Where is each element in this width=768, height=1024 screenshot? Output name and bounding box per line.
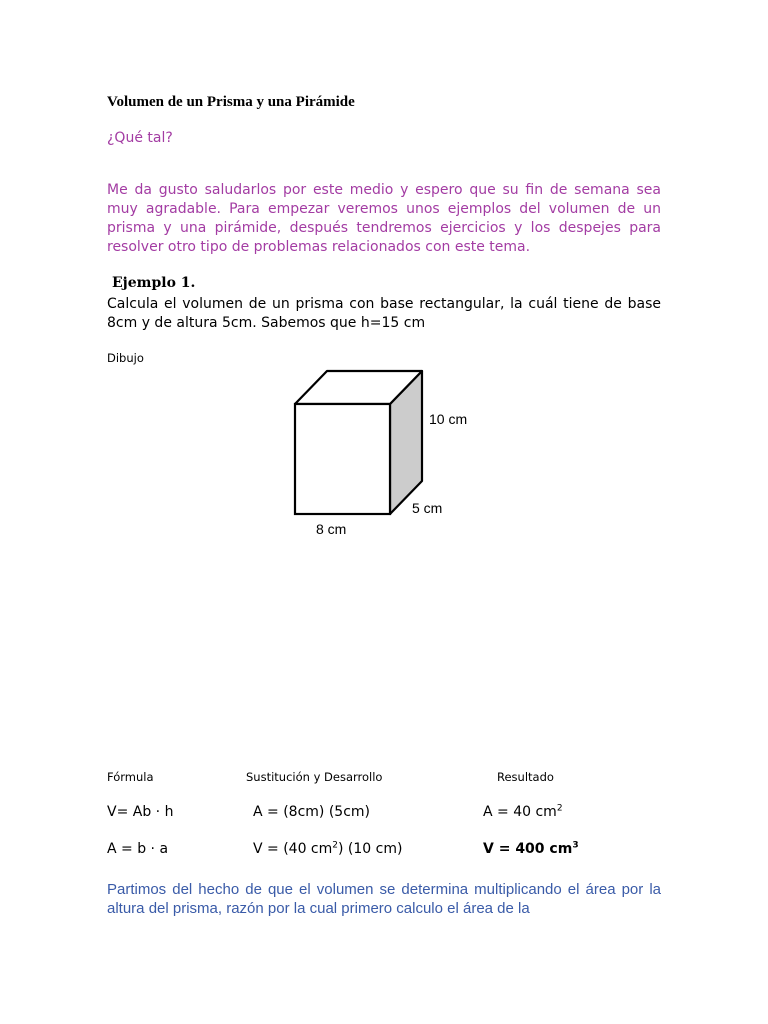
drawing-label: Dibujo	[107, 351, 144, 365]
row1-result-exponent: 2	[556, 803, 563, 814]
row1-substitution: A = (8cm) (5cm)	[253, 804, 370, 820]
example-statement: Calcula el volumen de un prisma con base rectangular, la cuál tiene de base 8cm y de altura 5cm. Sabemos que h=15 cm	[107, 296, 661, 331]
page-title: Volumen de un Prisma y una Pirámide	[107, 94, 355, 110]
header-substitution: Sustitución y Desarrollo	[246, 770, 383, 784]
depth-label: 5 cm	[412, 500, 443, 516]
row2-result-exponent: 3	[572, 840, 579, 851]
width-label: 8 cm	[316, 521, 347, 537]
header-formula: Fórmula	[107, 770, 154, 784]
example-title: Ejemplo 1.	[112, 275, 196, 291]
prism-front-face	[295, 404, 390, 514]
row2-result-text: V = 400 cm	[483, 841, 573, 857]
row1-result	[483, 804, 563, 820]
height-label: 10 cm	[429, 411, 468, 427]
row2-substitution-exponent: 2	[332, 840, 339, 851]
row2-formula: A = b · a	[107, 841, 169, 857]
row2-substitution-post: ) (10 cm)	[338, 841, 403, 857]
row1-result-text: A = 40 cm	[483, 804, 557, 820]
row2-substitution-pre: V = (40 cm	[253, 841, 333, 857]
intro-paragraph: Me da gusto saludarlos por este medio y espero que su fin de semana sea muy agradable. Para empezar veremos unos ejemplos del volumen de un prisma y una pirámide, después tendremos ejercicios y los despejes para resolver otro tipo de problemas relacionados con este tema.	[107, 182, 661, 255]
closing-paragraph: Partimos del hecho de que el volumen se determina multiplicando el área por la altura del prisma, razón por la cual primero calculo el área de la	[107, 881, 661, 917]
header-result: Resultado	[497, 770, 554, 784]
greeting-text: ¿Qué tal?	[107, 130, 173, 146]
row2-substitution	[253, 841, 402, 857]
prism-figure	[285, 360, 485, 545]
row1-formula: V= Ab · h	[107, 804, 174, 820]
row2-result	[483, 841, 579, 857]
